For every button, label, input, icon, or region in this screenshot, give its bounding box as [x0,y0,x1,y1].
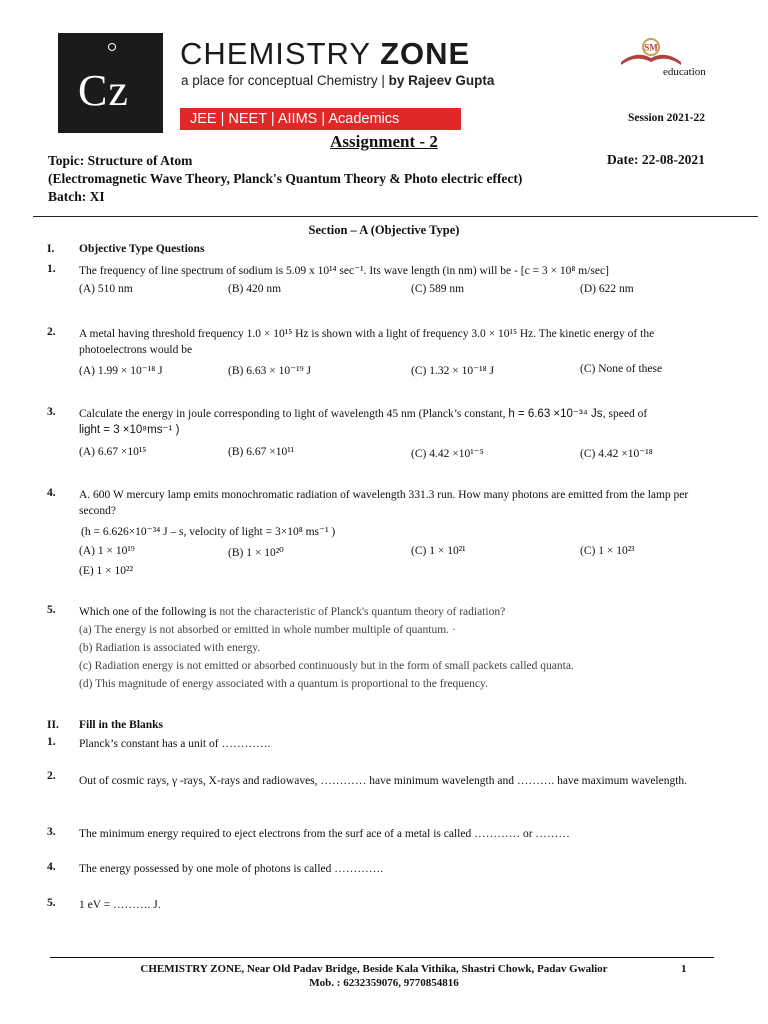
option-c: (C) 1 × 10²¹ [411,545,466,557]
sm-education-logo-icon [616,36,686,66]
batch: Batch: XI [48,189,105,204]
option-b: (b) Radiation is associated with energy. [79,642,261,654]
assignment-title: Assignment - 2 [330,132,438,151]
part2-title: Fill in the Blanks [79,719,164,731]
option-c: (C) 1.32 × 10⁻¹⁸ J [411,365,494,377]
blank-number: 4. [47,861,56,873]
option-d: (C) 4.42 ×10⁻¹⁸ [580,448,653,460]
brand-name: CHEMISTRY ZONE [180,36,471,71]
option-b: (B) 1 × 10²⁰ [228,547,284,559]
blank-text: The minimum energy required to eject electrons from the surf ace of a metal is called ………… or ……… [79,828,570,840]
question-text: Calculate the energy in joule corresponding to light of wavelength 45 nm (Planck’s constant, h = 6.63 ×10⁻³⁴ Js, speed of light = 3 ×10⁸ms⁻¹ ) [79,408,648,436]
partner-text: education [663,66,706,78]
question-text: A metal having threshold frequency 1.0 × 10¹⁵ Hz is shown with a light of frequency 3.0 × 10¹⁵ Hz. The kinetic energy of the photoelectrons would be [79,328,655,356]
blank-number: 5. [47,897,56,909]
part1-title: Objective Type Questions [79,243,205,255]
blank-number: 1. [47,736,56,748]
blank-text: 1 eV = ………. J. [79,899,161,911]
question-number: 3. [47,406,56,418]
option-c: (c) Radiation energy is not emitted or absorbed continuously but in the form of small packets called quanta. [79,660,574,672]
option-d: (C) 1 × 10²³ [580,545,635,557]
question-text: A. 600 W mercury lamp emits monochromatic radiation of wavelength 331.3 run. How many photons are emitted from the lamp per second? [79,489,689,517]
option-b: (B) 6.63 × 10⁻¹⁹ J [228,365,311,377]
chemistry-zone-logo [58,33,163,133]
tagline: a place for conceptual Chemistry | by Rajeev Gupta [181,73,495,88]
option-c: (C) 589 nm [411,283,465,295]
part2-num: II. [47,719,59,731]
logo-text: Cz [78,66,129,115]
option-c: (C) 4.42 ×10¹⁻⁵ [411,448,484,460]
subtopic: (Electromagnetic Wave Theory, Planck's Quantum Theory & Photo electric effect) [48,171,523,186]
blank-text: Out of cosmic rays, γ -rays, X-rays and radiowaves, ………… have minimum wavelength and ………. have maximum wavelength. [79,775,688,787]
session-label: Session 2021-22 [628,112,705,124]
sm-logo-text: SM [644,42,658,53]
blank-text: Planck’s constant has a unit of …………. [79,738,271,750]
option-a: (A) 1.99 × 10⁻¹⁸ J [79,365,163,377]
constants-line: (h = 6.626×10⁻³⁴ J – s, velocity of light = 3×10⁸ ms⁻¹ ) [81,526,336,538]
degree-mark-icon [108,43,116,51]
blank-number: 3. [47,826,56,838]
question-number: 2. [47,326,56,338]
option-a: (A) 6.67 ×10¹⁵ [79,446,147,458]
question-number: 5. [47,604,56,616]
blank-number: 2. [47,770,56,782]
exam-bar: JEE | NEET | AIIMS | Academics [180,108,461,130]
option-d: (C) None of these [580,363,663,375]
option-e: (E) 1 × 10²² [79,565,133,577]
option-a: (A) 1 × 10¹⁹ [79,545,135,557]
footer-mobile: Mob. : 6232359076, 9770854816 [309,977,459,989]
page-number: 1 [681,963,687,975]
option-b: (B) 6.67 ×10¹¹ [228,446,295,458]
option-b: (B) 420 nm [228,283,282,295]
topic: Topic: Structure of Atom [48,153,193,168]
assignment-date: Date: 22-08-2021 [607,152,705,167]
option-a: (a) The energy is not absorbed or emitted in whole number multiple of quantum. · [79,624,456,636]
option-d: (d) This magnitude of energy associated with a quantum is proportional to the frequency. [79,678,488,690]
header-divider [33,216,758,217]
question-number: 1. [47,263,56,275]
question-text: Which one of the following is not the characteristic of Planck's quantum theory of radiation? [79,606,506,618]
question-number: 4. [47,487,56,499]
part1-num: I. [47,243,55,255]
topic-block [48,152,522,206]
option-d: (D) 622 nm [580,283,634,295]
option-a: (A) 510 nm [79,283,133,295]
footer-address: CHEMISTRY ZONE, Near Old Padav Bridge, Beside Kala Vithika, Shastri Chowk, Padav Gwalior [140,963,608,975]
footer-divider [50,957,714,958]
section-title: Section – A (Objective Type) [308,223,460,237]
question-text: The frequency of line spectrum of sodium is 5.09 x 10¹⁴ sec⁻¹. Its wave length (in nm) will be - [c = 3 × 10⁸ m/sec] [79,265,609,277]
blank-text: The energy possessed by one mole of photons is called …………. [79,863,384,875]
